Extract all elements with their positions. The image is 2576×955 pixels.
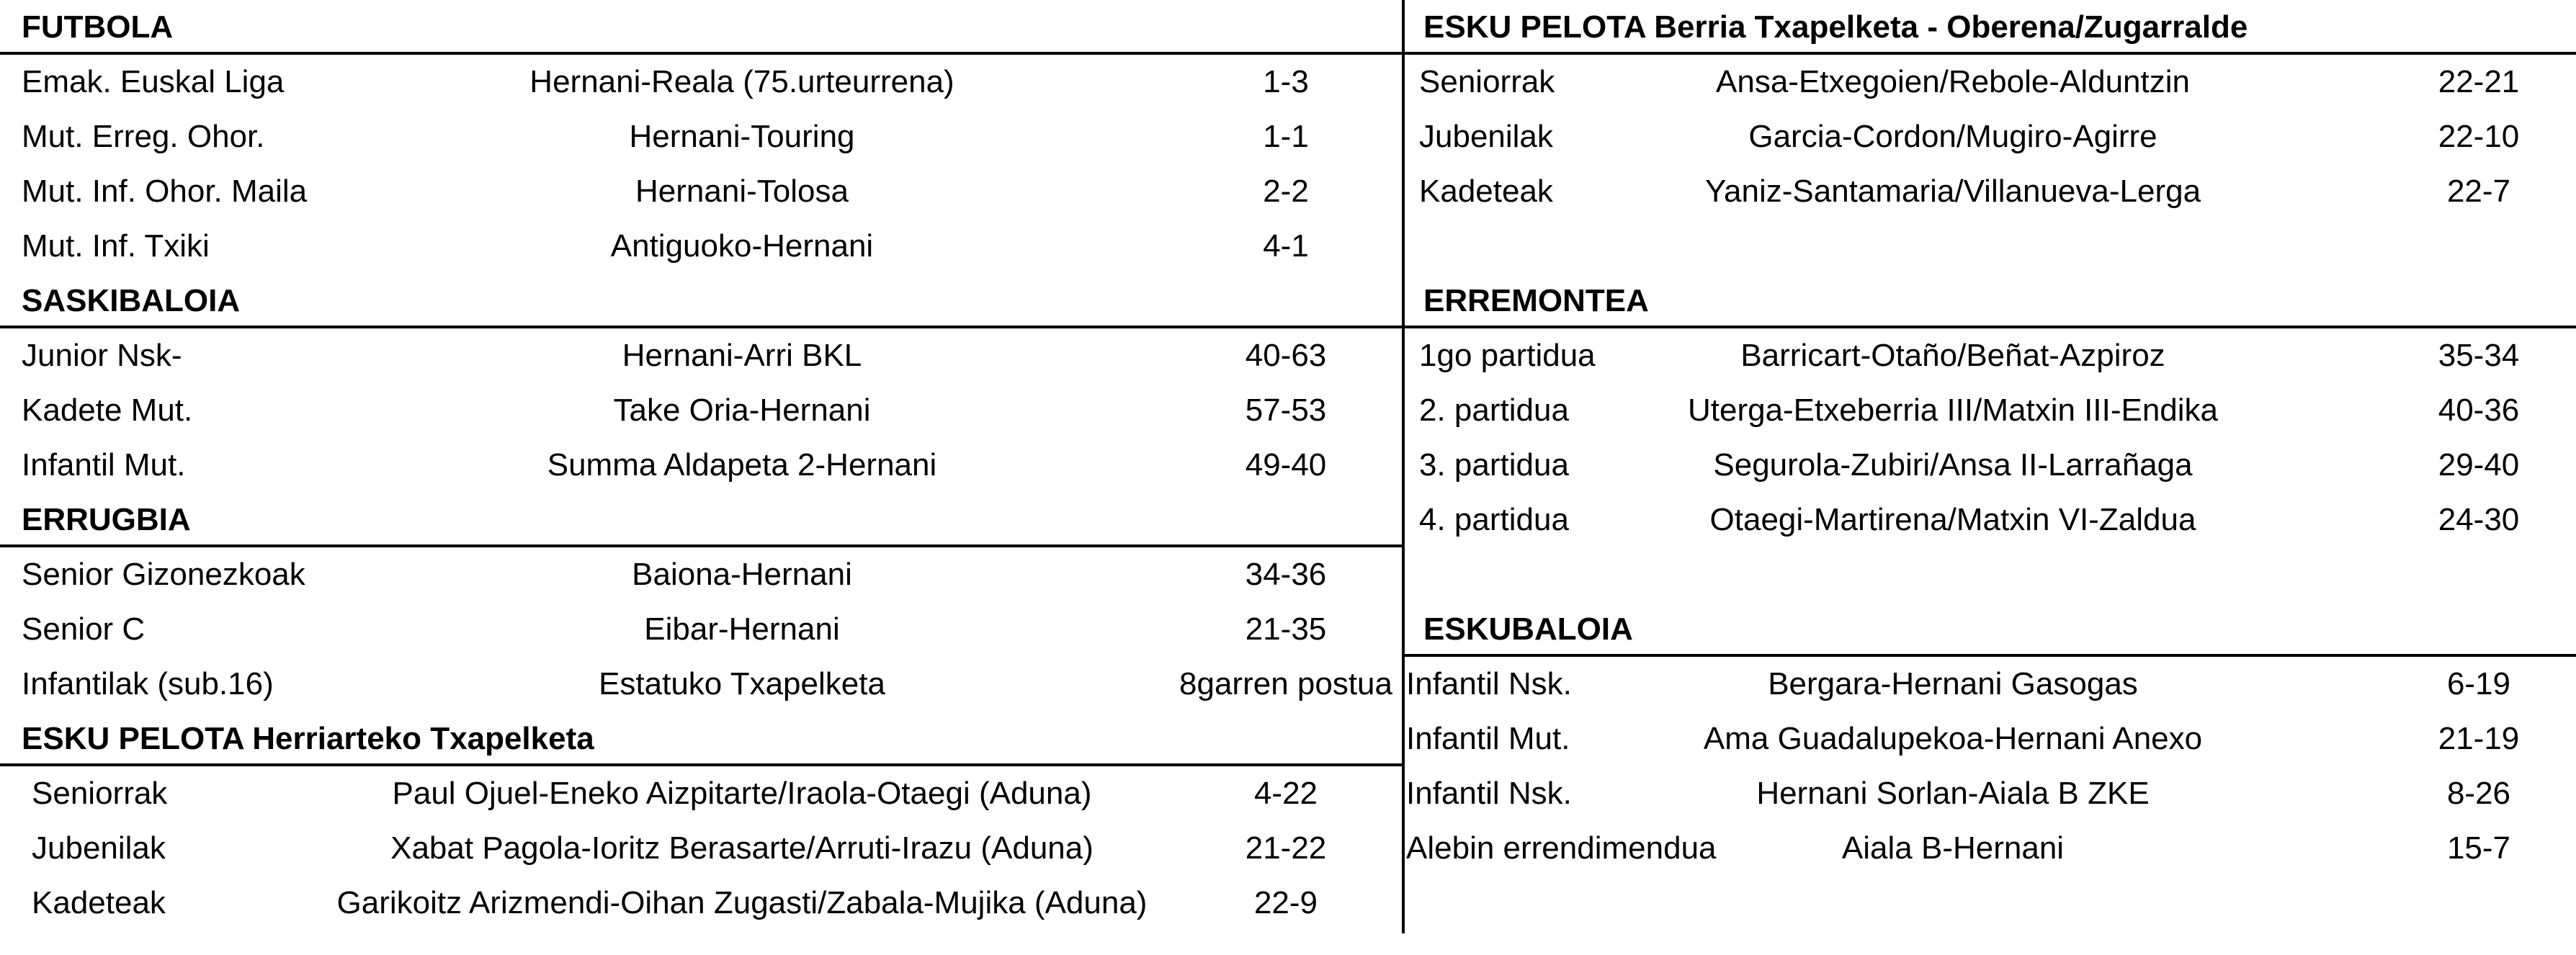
category-cell: Kadeteak: [1419, 174, 1553, 209]
score-cell: 21-35: [1245, 611, 1327, 647]
table-row: [0, 383, 1402, 438]
section-title-errugbia: ERRUGBIA: [0, 493, 1402, 547]
match-cell: Take Oria-Hernani: [613, 393, 871, 428]
score-cell: 15-7: [2446, 830, 2511, 866]
table-row: [0, 766, 1402, 821]
table-row: [1402, 383, 2576, 438]
category-cell: Mut. Inf. Ohor. Maila: [22, 174, 308, 209]
score-cell: 35-34: [2438, 338, 2520, 373]
match-cell: Hernani-Arri BKL: [622, 338, 862, 373]
match-cell: Ansa-Etxegoien/Rebole-Alduntzin: [1716, 64, 2190, 99]
score-cell: 4-22: [1253, 776, 1318, 811]
score-cell: 1-1: [1263, 119, 1309, 154]
category-cell: Senior C: [22, 611, 146, 647]
match-cell: Yaniz-Santamaria/Villanueva-Lerga: [1704, 174, 2201, 209]
match-cell: Xabat Pagola-Ioritz Berasarte/Arruti-Irazu (Aduna): [390, 830, 1094, 866]
match-cell: Barricart-Otaño/Beñat-Azpiroz: [1740, 338, 2165, 373]
category-cell: Infantilak (sub.16): [22, 666, 274, 701]
score-cell: 57-53: [1245, 393, 1327, 428]
section-title-esku-berria: ESKU PELOTA Berria Txapelketa - Oberena/Zugarralde: [1402, 0, 2576, 55]
section-title-esku-herriarteko: ESKU PELOTA Herriarteko Txapelketa: [0, 712, 1402, 766]
category-cell: Infantil Nsk.: [1406, 666, 1572, 701]
match-cell: Paul Ojuel-Eneko Aizpitarte/Iraola-Otaegi (Aduna): [392, 776, 1092, 811]
match-cell: Hernani-Touring: [629, 119, 855, 154]
match-cell: Hernani Sorlan-Aiala B ZKE: [1756, 776, 2150, 811]
table-row: [1402, 438, 2576, 493]
table-row: [1402, 493, 2576, 547]
match-cell: Antiguoko-Hernani: [610, 228, 874, 264]
score-cell: 21-22: [1245, 830, 1327, 866]
category-cell: Seniorrak: [32, 776, 168, 811]
score-cell: 40-36: [2438, 393, 2520, 428]
category-cell: 1go partidua: [1419, 338, 1596, 373]
score-cell: 40-63: [1245, 338, 1327, 373]
category-cell: Senior Gizonezkoak: [22, 557, 305, 592]
table-row: [1402, 328, 2576, 383]
match-cell: Bergara-Hernani Gasogas: [1768, 666, 2138, 701]
table-row: [0, 55, 1402, 109]
table-row: [1402, 766, 2576, 821]
table-row: [1402, 821, 2576, 876]
category-cell: Jubenilak: [1419, 119, 1553, 154]
score-cell: 4-1: [1263, 228, 1309, 264]
category-cell: Emak. Euskal Liga: [22, 64, 285, 99]
match-cell: Uterga-Etxeberria III/Matxin III-Endika: [1687, 393, 2219, 428]
table-row: [0, 602, 1402, 657]
score-cell: 2-2: [1263, 174, 1309, 209]
category-cell: 3. partidua: [1419, 447, 1569, 483]
table-row: [0, 219, 1402, 274]
table-row: [0, 328, 1402, 383]
category-cell: Mut. Inf. Txiki: [22, 228, 210, 264]
score-cell: 22-9: [1253, 885, 1318, 920]
match-cell: Garikoitz Arizmendi-Oihan Zugasti/Zabala-Mujika (Aduna): [336, 885, 1148, 920]
score-cell: 49-40: [1245, 447, 1327, 483]
category-cell: Infantil Mut.: [1406, 721, 1570, 756]
category-cell: Kadeteak: [32, 885, 166, 920]
score-cell: 22-10: [2438, 119, 2520, 154]
category-cell: Infantil Nsk.: [1406, 776, 1572, 811]
score-cell: 34-36: [1245, 557, 1327, 592]
match-cell: Ama Guadalupekoa-Hernani Anexo: [1703, 721, 2203, 756]
table-row: [1402, 164, 2576, 219]
score-cell: 29-40: [2438, 447, 2520, 483]
match-cell: Hernani-Tolosa: [635, 174, 849, 209]
section-title-saskibaloia: SASKIBALOIA: [0, 274, 1402, 328]
section-title-erremontea: ERREMONTEA: [1402, 274, 2576, 328]
table-row: [1402, 712, 2576, 766]
match-cell: Eibar-Hernani: [644, 611, 840, 647]
table-row: [0, 657, 1402, 712]
category-cell: Mut. Erreg. Ohor.: [22, 119, 265, 154]
match-cell: Estatuko Txapelketa: [599, 666, 885, 701]
table-row: [0, 109, 1402, 164]
category-cell: Infantil Mut.: [22, 447, 186, 483]
score-cell: 24-30: [2438, 502, 2520, 537]
match-cell: Segurola-Zubiri/Ansa II-Larrañaga: [1713, 447, 2193, 483]
blank-row: [1402, 547, 2576, 602]
table-row: [1402, 109, 2576, 164]
match-cell: Aiala B-Hernani: [1841, 830, 2065, 866]
match-cell: Otaegi-Martirena/Matxin VI-Zaldua: [1709, 502, 2196, 537]
section-title-futbola: FUTBOLA: [0, 0, 1402, 55]
category-cell: 2. partidua: [1419, 393, 1569, 428]
score-cell: 6-19: [2446, 666, 2511, 701]
match-cell: Hernani-Reala (75.urteurrena): [529, 64, 954, 99]
blank-row: [1402, 219, 2576, 274]
score-cell: 22-21: [2438, 64, 2520, 99]
table-row: [0, 438, 1402, 493]
right-column: [1402, 0, 2576, 876]
table-row: [0, 821, 1402, 876]
score-cell: 22-7: [2446, 174, 2511, 209]
category-cell: Kadete Mut.: [22, 393, 193, 428]
table-row: [0, 164, 1402, 219]
table-row: [0, 547, 1402, 602]
category-cell: 4. partidua: [1419, 502, 1569, 537]
table-row: [1402, 55, 2576, 109]
match-cell: Garcia-Cordon/Mugiro-Agirre: [1748, 119, 2157, 154]
match-cell: Summa Aldapeta 2-Hernani: [547, 447, 937, 483]
match-cell: Baiona-Hernani: [632, 557, 852, 592]
table-row: [0, 876, 1402, 931]
section-title-eskubaloia: ESKUBALOIA: [1402, 602, 2576, 657]
category-cell: Alebin errendimendua: [1406, 830, 1717, 866]
score-cell: 21-19: [2438, 721, 2520, 756]
score-cell: 1-3: [1263, 64, 1309, 99]
category-cell: Seniorrak: [1419, 64, 1555, 99]
table-row: [1402, 657, 2576, 712]
score-cell: 8-26: [2446, 776, 2511, 811]
category-cell: Junior Nsk-: [22, 338, 182, 373]
category-cell: Jubenilak: [32, 830, 166, 866]
score-cell: 8garren postua: [1179, 666, 1392, 701]
